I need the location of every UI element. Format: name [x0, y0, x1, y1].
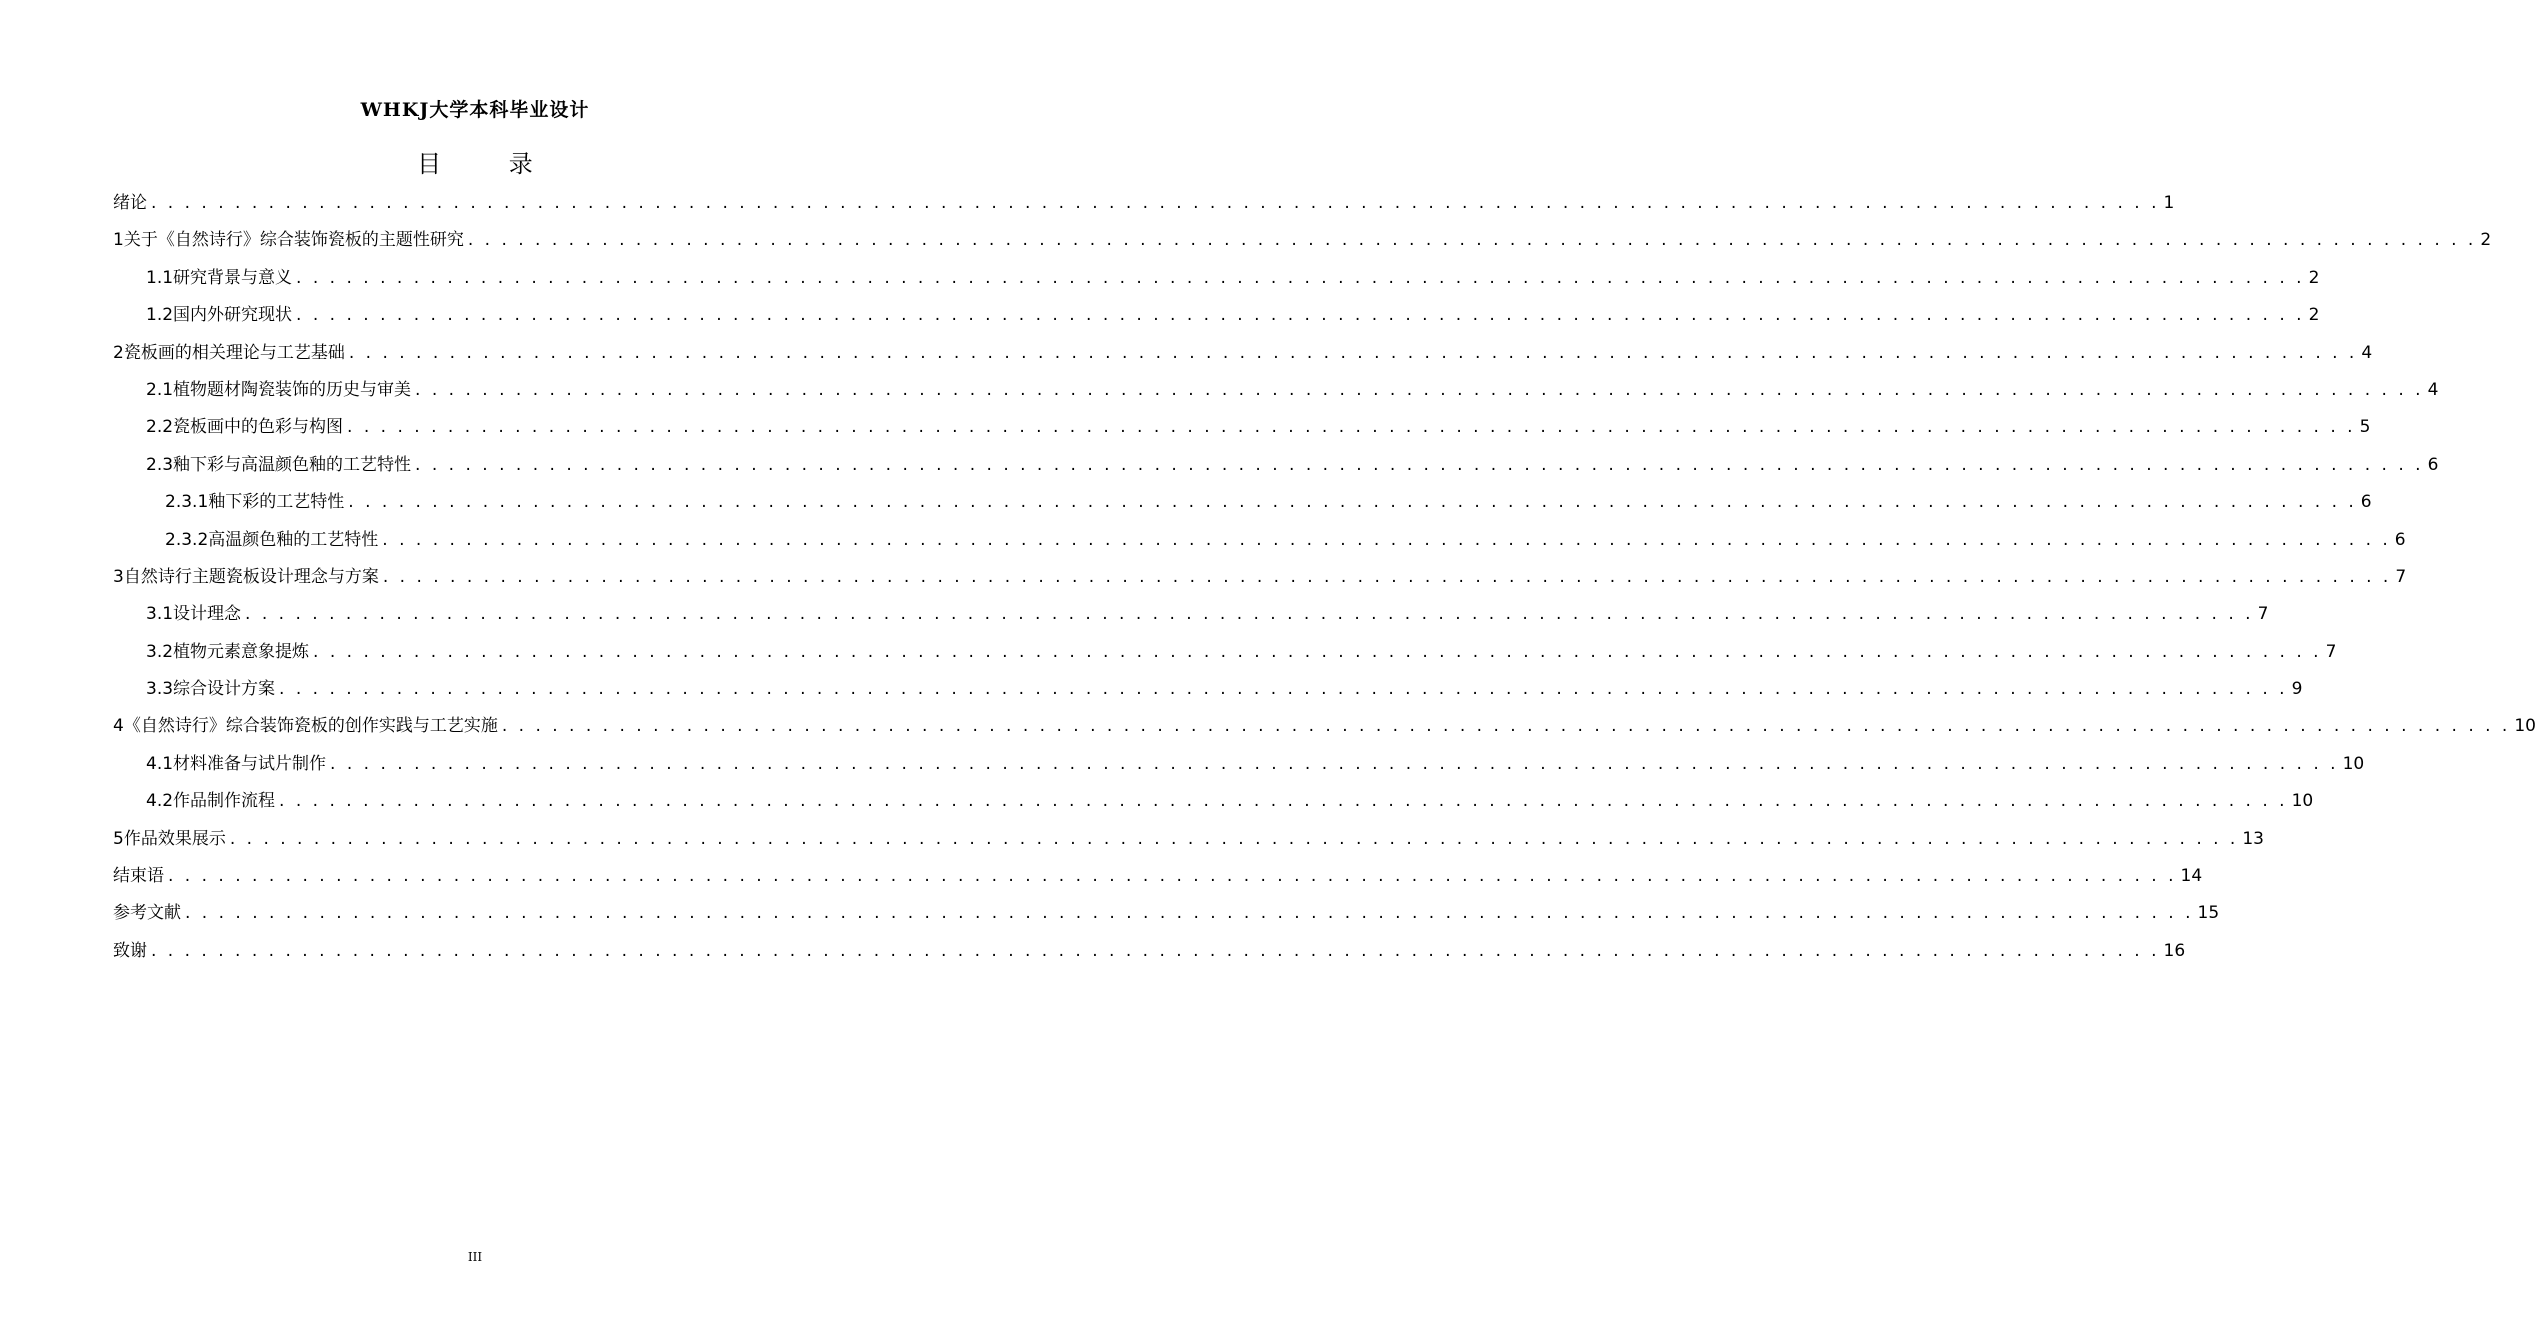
toc-leader-dots: . . . . . . . . . . . . . . . . . . . . . . . . . . . . . . . . . . . . . . . . . . . . . . . . . . . . . . . . . . . . . . . . . . . . . . . . . . . . . . . . . . . . . . . . . . . . . . . . . . . . . . . . . . . . . . . . . . . . . . . .	[296, 305, 2305, 326]
toc-leader-dots: . . . . . . . . . . . . . . . . . . . . . . . . . . . . . . . . . . . . . . . . . . . . . . . . . . . . . . . . . . . . . . . . . . . . . . . . . . . . . . . . . . . . . . . . . . . . . . . . . . . . . . . . . . . . . . . . . . . . . . . .	[348, 342, 2358, 363]
toc-entry-page: 2	[2308, 305, 2320, 326]
toc-leader-dots: . . . . . . . . . . . . . . . . . . . . . . . . . . . . . . . . . . . . . . . . . . . . . . . . . . . . . . . . . . . . . . . . . . . . . . . . . . . . . . . . . . . . . . . . . . . . . . . . . . . . . . . . . . . . . . . . . . . . . . . .	[229, 828, 2239, 849]
toc-leader-dots: . . . . . . . . . . . . . . . . . . . . . . . . . . . . . . . . . . . . . . . . . . . . . . . . . . . . . . . . . . . . . . . . . . . . . . . . . . . . . . . . . . . . . . . . . . . . . . . . . . . . . . . . . . . . . . . . . . . . . . . .	[415, 454, 2424, 475]
toc-entry-title: 瓷板画中的色彩与构图	[173, 417, 344, 438]
toc-entry-page: 10	[2291, 791, 2314, 812]
toc-entry[interactable]	[113, 484, 2372, 521]
toc-leader-dots: . . . . . . . . . . . . . . . . . . . . . . . . . . . . . . . . . . . . . . . . . . . . . . . . . . . . . . . . . . . . . . . . . . . . . . . . . . . . . . . . . . . . . . . . . . . . . . . . . . . . . . . . . . . . . . . . . . . . . . . .	[330, 753, 2339, 774]
document-header: WHKJ大学本科毕业设计	[360, 99, 590, 121]
toc-entry-page: 4	[2361, 342, 2373, 363]
toc-entry-page: 6	[2427, 454, 2439, 475]
toc-entry-number: 1.1	[146, 267, 174, 288]
toc-entry-title: 材料准备与试片制作	[173, 753, 327, 774]
toc-entry[interactable]	[113, 297, 2320, 334]
toc-entry-page: 6	[2360, 492, 2372, 513]
toc-entry-number: 5	[113, 828, 124, 849]
toc-entry-title: 作品效果展示	[123, 828, 226, 849]
toc-entry[interactable]	[113, 746, 2365, 783]
toc-entry[interactable]	[113, 447, 2439, 484]
toc-entry-page: 14	[2180, 866, 2203, 887]
toc-entry-title: 高温颜色釉的工艺特性	[208, 529, 379, 550]
toc-entry-number: 3.3	[146, 679, 174, 700]
toc-leader-dots: . . . . . . . . . . . . . . . . . . . . . . . . . . . . . . . . . . . . . . . . . . . . . . . . . . . . . . . . . . . . . . . . . . . . . . . . . . . . . . . . . . . . . . . . . . . . . . . . . . . . . . . . . . . . . . . . . . . . . . . .	[501, 716, 2511, 737]
toc-leader-dots: . . . . . . . . . . . . . . . . . . . . . . . . . . . . . . . . . . . . . . . . . . . . . . . . . . . . . . . . . . . . . . . . . . . . . . . . . . . . . . . . . . . . . . . . . . . . . . . . . . . . . . . . . . . . . . . . . . . . . . . .	[151, 940, 2160, 961]
toc-entry-page: 2	[2308, 267, 2320, 288]
toc-entry-page: 16	[2163, 940, 2186, 961]
toc-leader-dots: . . . . . . . . . . . . . . . . . . . . . . . . . . . . . . . . . . . . . . . . . . . . . . . . . . . . . . . . . . . . . . . . . . . . . . . . . . . . . . . . . . . . . . . . . . . . . . . . . . . . . . . . . . . . . . . . . . . . . . . .	[245, 604, 2254, 625]
toc-entry-page: 2	[2480, 230, 2492, 251]
toc-entry-title: 参考文献	[113, 903, 181, 924]
toc-entry-number: 4.1	[146, 753, 174, 774]
toc-leader-dots: . . . . . . . . . . . . . . . . . . . . . . . . . . . . . . . . . . . . . . . . . . . . . . . . . . . . . . . . . . . . . . . . . . . . . . . . . . . . . . . . . . . . . . . . . . . . . . . . . . . . . . . . . . . . . . . . . . . . . . . .	[382, 566, 2392, 587]
toc-entry-title: 自然诗行主题瓷板设计理念与方案	[123, 566, 379, 587]
toc-entry-title: 研究背景与意义	[173, 267, 293, 288]
toc-entry-page: 7	[2325, 641, 2337, 662]
toc-entry-title: 釉下彩与高温颜色釉的工艺特性	[173, 454, 412, 475]
toc-entry-number: 1.2	[146, 305, 174, 326]
toc-entry-title: 釉下彩的工艺特性	[208, 492, 345, 513]
toc-entry-page: 10	[2342, 753, 2365, 774]
toc-leader-dots: . . . . . . . . . . . . . . . . . . . . . . . . . . . . . . . . . . . . . . . . . . . . . . . . . . . . . . . . . . . . . . . . . . . . . . . . . . . . . . . . . . . . . . . . . . . . . . . . . . . . . . . . . . . . . . . . . . . . . . . .	[415, 379, 2424, 400]
toc-entry-title: 国内外研究现状	[173, 305, 293, 326]
toc-entry[interactable]	[113, 260, 2320, 297]
toc-entry-number: 3.1	[146, 604, 174, 625]
toc-entry[interactable]	[113, 933, 2186, 970]
toc-entry[interactable]	[113, 821, 2264, 858]
toc-leader-dots: . . . . . . . . . . . . . . . . . . . . . . . . . . . . . . . . . . . . . . . . . . . . . . . . . . . . . . . . . . . . . . . . . . . . . . . . . . . . . . . . . . . . . . . . . . . . . . . . . . . . . . . . . . . . . . . . . . . . . . . .	[168, 866, 2177, 887]
toc-entry-page: 4	[2427, 379, 2439, 400]
toc-leader-dots: . . . . . . . . . . . . . . . . . . . . . . . . . . . . . . . . . . . . . . . . . . . . . . . . . . . . . . . . . . . . . . . . . . . . . . . . . . . . . . . . . . . . . . . . . . . . . . . . . . . . . . . . . . . . . . . . . . . . . . . .	[279, 791, 2288, 812]
toc-entry[interactable]	[113, 596, 2269, 633]
toc-entry-title: 致谢	[113, 940, 147, 961]
toc-leader-dots: . . . . . . . . . . . . . . . . . . . . . . . . . . . . . . . . . . . . . . . . . . . . . . . . . . . . . . . . . . . . . . . . . . . . . . . . . . . . . . . . . . . . . . . . . . . . . . . . . . . . . . . . . . . . . . . . . . . . . . . .	[347, 417, 2356, 438]
toc-leader-dots: . . . . . . . . . . . . . . . . . . . . . . . . . . . . . . . . . . . . . . . . . . . . . . . . . . . . . . . . . . . . . . . . . . . . . . . . . . . . . . . . . . . . . . . . . . . . . . . . . . . . . . . . . . . . . . . . . . . . . . . .	[382, 529, 2391, 550]
toc-entry-title: 作品制作流程	[173, 791, 276, 812]
toc-entry-number: 4	[113, 716, 124, 737]
toc-entry-number: 2.3.1	[165, 492, 209, 513]
toc-entry-number: 4.2	[146, 791, 174, 812]
toc-entry[interactable]	[113, 409, 2371, 446]
toc-entry-page: 7	[2395, 566, 2407, 587]
toc-leader-dots: . . . . . . . . . . . . . . . . . . . . . . . . . . . . . . . . . . . . . . . . . . . . . . . . . . . . . . . . . . . . . . . . . . . . . . . . . . . . . . . . . . . . . . . . . . . . . . . . . . . . . . . . . . . . . . . . . . . . . . . .	[151, 193, 2160, 213]
toc-entry-page: 9	[2291, 679, 2303, 700]
toc-entry-number: 2.1	[146, 379, 174, 400]
toc-entry[interactable]	[113, 671, 2303, 708]
toc-leader-dots: . . . . . . . . . . . . . . . . . . . . . . . . . . . . . . . . . . . . . . . . . . . . . . . . . . . . . . . . . . . . . . . . . . . . . . . . . . . . . . . . . . . . . . . . . . . . . . . . . . . . . . . . . . . . . . . . . . . . . . . .	[467, 230, 2477, 251]
toc-entry-page: 1	[2163, 193, 2175, 213]
toc-entry[interactable]	[113, 634, 2337, 671]
toc-leader-dots: . . . . . . . . . . . . . . . . . . . . . . . . . . . . . . . . . . . . . . . . . . . . . . . . . . . . . . . . . . . . . . . . . . . . . . . . . . . . . . . . . . . . . . . . . . . . . . . . . . . . . . . . . . . . . . . . . . . . . . . .	[185, 903, 2194, 924]
toc-entry[interactable]	[113, 708, 2536, 745]
toc-entry-title: 植物元素意象提炼	[173, 641, 310, 662]
toc-entry[interactable]	[113, 559, 2407, 596]
toc-entry-number: 3	[113, 566, 124, 587]
toc-entry-number: 2.3	[146, 454, 174, 475]
toc-entry-number: 2.2	[146, 417, 174, 438]
toc-entry[interactable]	[113, 858, 2203, 895]
toc-leader-dots: . . . . . . . . . . . . . . . . . . . . . . . . . . . . . . . . . . . . . . . . . . . . . . . . . . . . . . . . . . . . . . . . . . . . . . . . . . . . . . . . . . . . . . . . . . . . . . . . . . . . . . . . . . . . . . . . . . . . . . . .	[348, 492, 2357, 513]
toc-entry-page: 10	[2514, 716, 2536, 737]
toc-entry[interactable]	[113, 335, 2373, 372]
toc-entry[interactable]	[113, 895, 2220, 932]
toc-entry-title: 《自然诗行》综合装饰瓷板的创作实践与工艺实施	[123, 716, 498, 737]
toc-entry-title: 综合设计方案	[173, 679, 276, 700]
toc-entry[interactable]	[113, 222, 2492, 259]
toc-entry-title: 结束语	[113, 866, 164, 887]
toc-entry-number: 2	[113, 342, 124, 363]
table-of-contents	[113, 185, 2536, 970]
toc-entry-page: 5	[2359, 417, 2371, 438]
toc-entry-page: 13	[2242, 828, 2264, 849]
toc-entry[interactable]	[113, 372, 2439, 409]
toc-leader-dots: . . . . . . . . . . . . . . . . . . . . . . . . . . . . . . . . . . . . . . . . . . . . . . . . . . . . . . . . . . . . . . . . . . . . . . . . . . . . . . . . . . . . . . . . . . . . . . . . . . . . . . . . . . . . . . . . . . . . . . . .	[279, 679, 2288, 700]
toc-entry-page: 15	[2197, 903, 2220, 924]
toc-entry[interactable]	[113, 522, 2406, 559]
toc-entry[interactable]	[113, 783, 2314, 820]
toc-entry-number: 3.2	[146, 641, 174, 662]
toc-entry-page: 7	[2257, 604, 2269, 625]
toc-entry-title: 关于《自然诗行》综合装饰瓷板的主题性研究	[123, 230, 464, 251]
toc-title: 目 录	[417, 150, 563, 178]
toc-entry-title: 绪论	[113, 193, 147, 213]
toc-leader-dots: . . . . . . . . . . . . . . . . . . . . . . . . . . . . . . . . . . . . . . . . . . . . . . . . . . . . . . . . . . . . . . . . . . . . . . . . . . . . . . . . . . . . . . . . . . . . . . . . . . . . . . . . . . . . . . . . . . . . . . . .	[313, 641, 2322, 662]
toc-entry-title: 瓷板画的相关理论与工艺基础	[123, 342, 345, 363]
toc-entry-title: 植物题材陶瓷装饰的历史与审美	[173, 379, 412, 400]
toc-entry-number: 1	[113, 230, 124, 251]
toc-entry-page: 6	[2394, 529, 2406, 550]
toc-leader-dots: . . . . . . . . . . . . . . . . . . . . . . . . . . . . . . . . . . . . . . . . . . . . . . . . . . . . . . . . . . . . . . . . . . . . . . . . . . . . . . . . . . . . . . . . . . . . . . . . . . . . . . . . . . . . . . . . . . . . . . . .	[296, 267, 2305, 288]
toc-entry-title: 设计理念	[173, 604, 242, 625]
toc-entry[interactable]	[113, 185, 2175, 222]
page-number-footer: III	[467, 1250, 483, 1264]
toc-entry-number: 2.3.2	[165, 529, 209, 550]
